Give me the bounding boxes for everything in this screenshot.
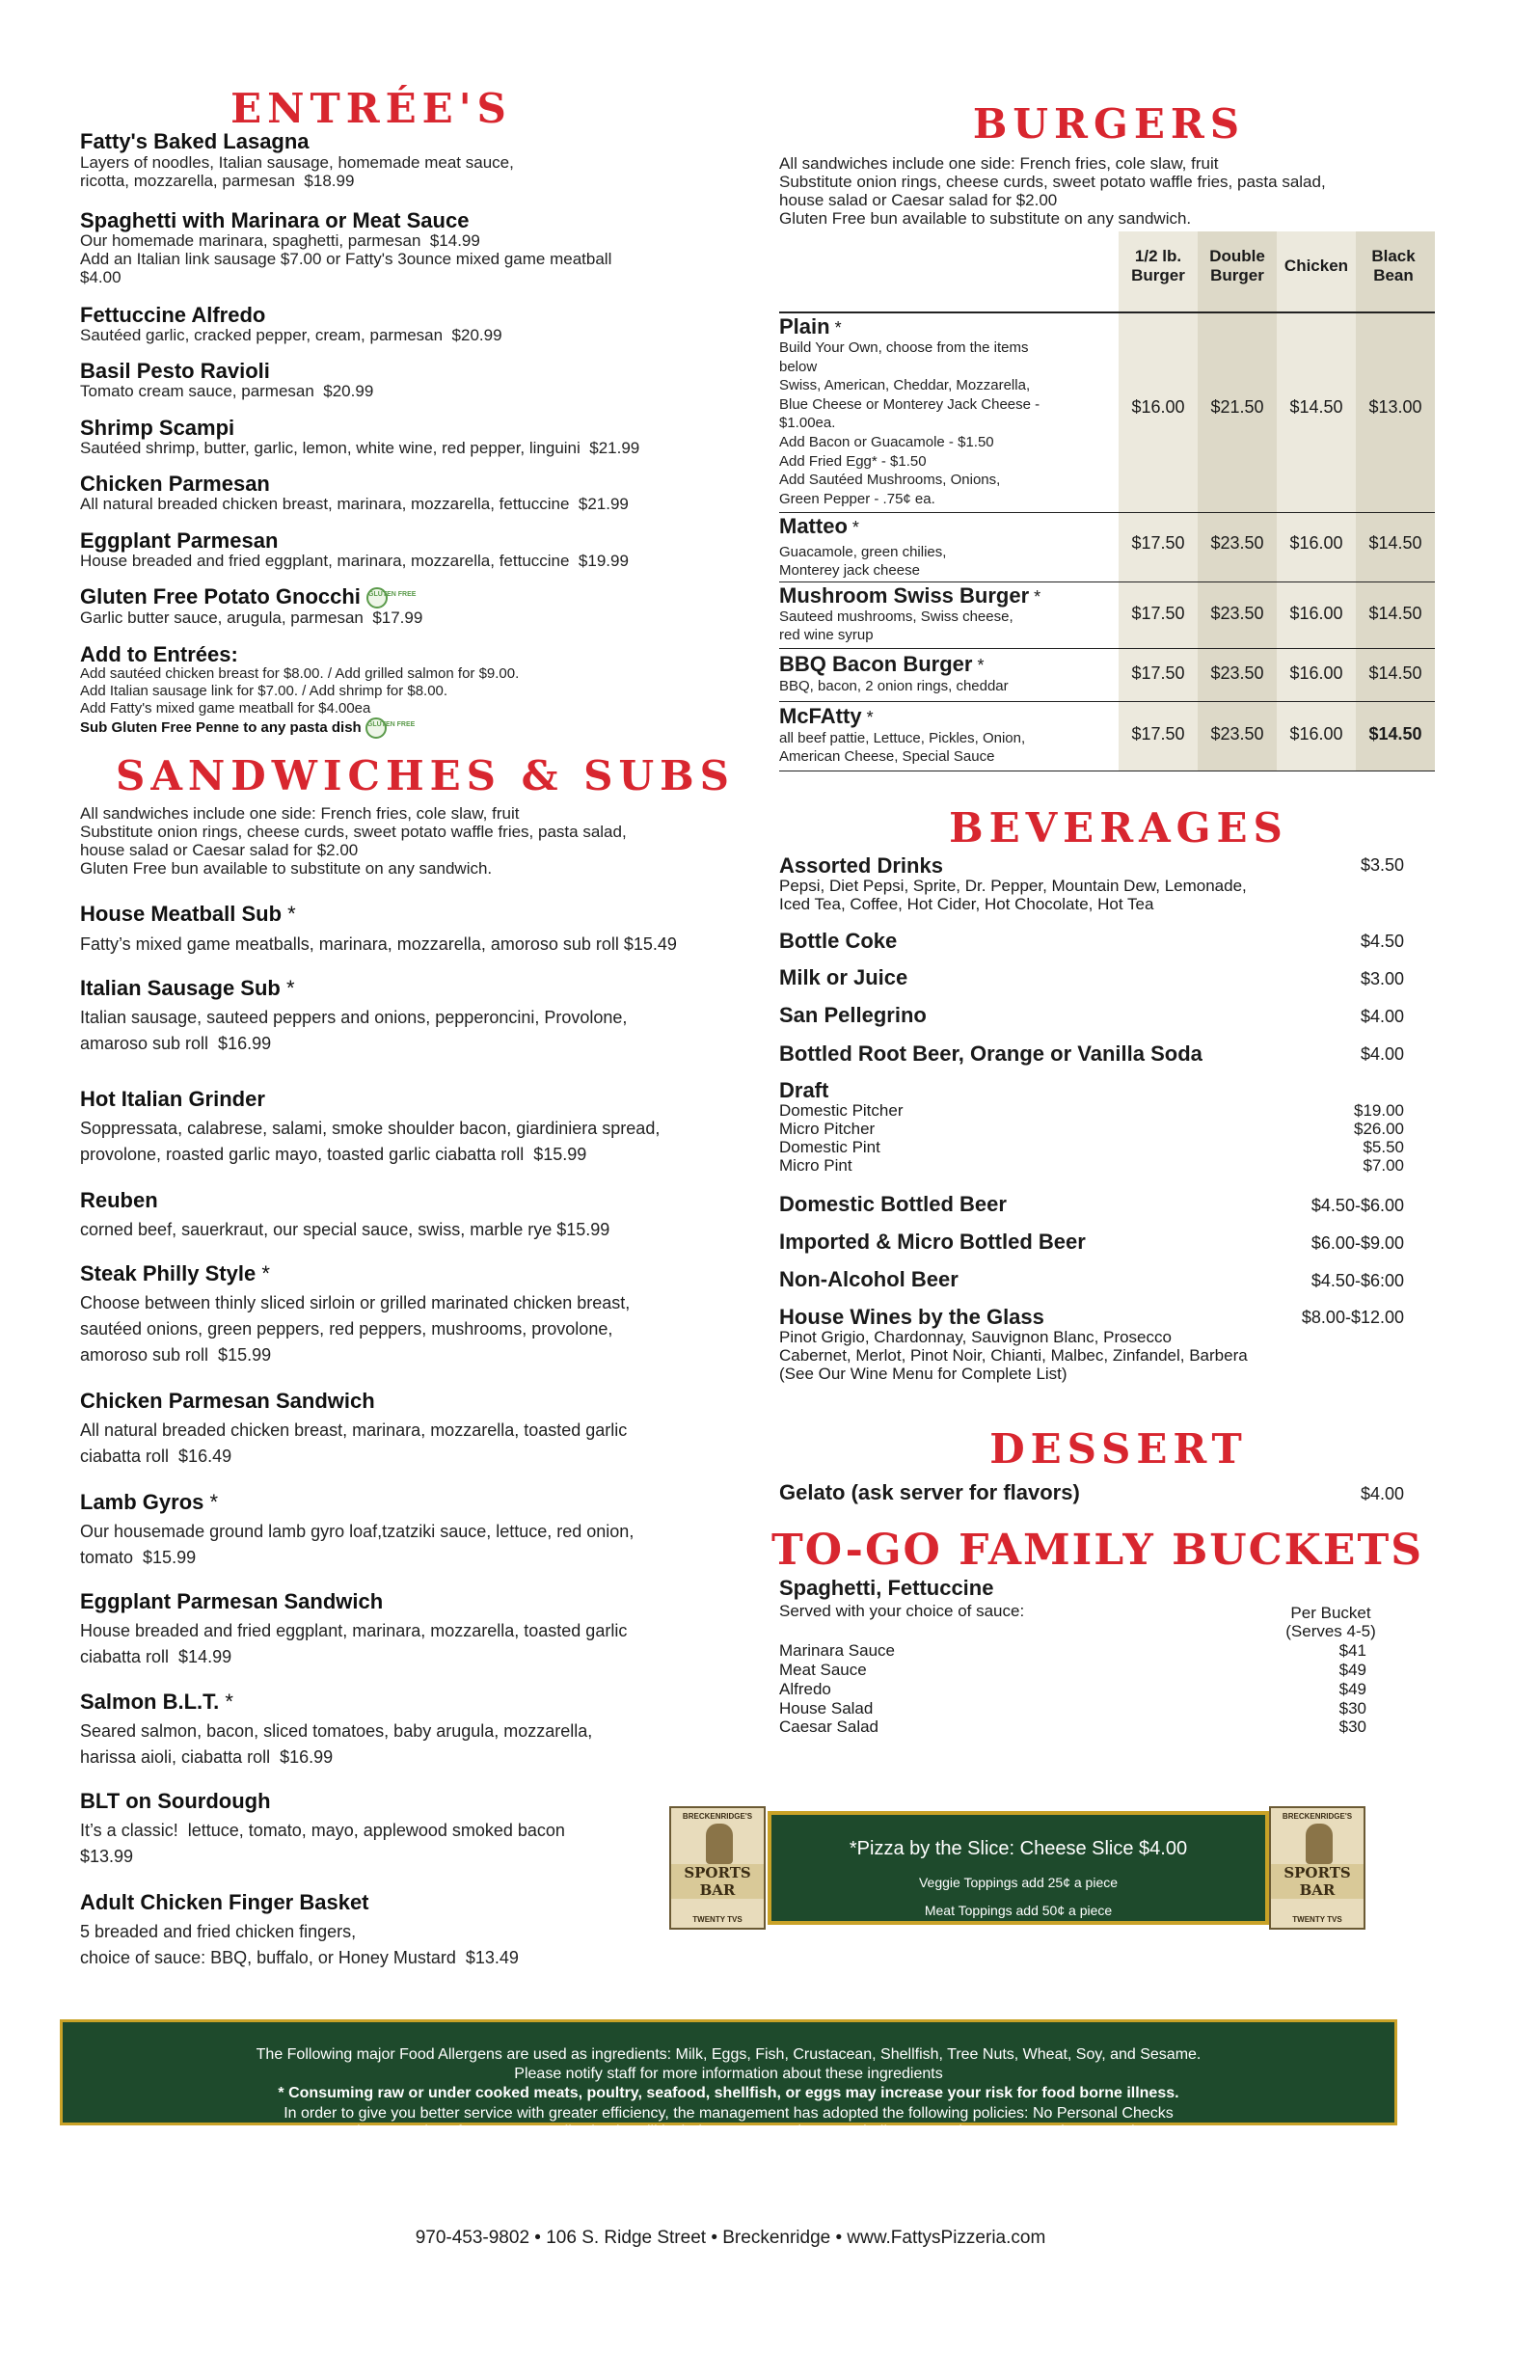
togo-sauce: Marinara Sauce: [779, 1641, 896, 1660]
burger-price: $17.50: [1131, 724, 1185, 744]
togo-price: $30: [1338, 1717, 1366, 1736]
beverage-price: $3.50: [1360, 855, 1404, 875]
sports-bar-logo-left: [669, 1806, 766, 1930]
burger-desc: Guacamole, green chilies, Monterey jack cheese: [779, 544, 947, 579]
togo-per-bucket: Per Bucket (Serves 4-5): [1285, 1604, 1376, 1640]
gluten-free-icon: GLUTEN FREE: [366, 587, 388, 609]
togo-price: $49: [1338, 1680, 1366, 1698]
burger-price: $16.00: [1289, 604, 1343, 623]
raw-warning-star: *: [829, 318, 842, 338]
raw-warning-star: *: [972, 656, 985, 675]
draft-line: Domestic Pint: [779, 1138, 880, 1156]
raw-warning-star: *: [282, 902, 296, 926]
dessert-title: DESSERT: [989, 1425, 1248, 1473]
allergen-line: Please notify staff for more information about these ingredients: [514, 2066, 943, 2082]
col-header-chicken: Chicken: [1283, 257, 1349, 275]
sandwich-desc: corned beef, sauerkraut, our special sauce, swiss, marble rye $15.99: [80, 1220, 610, 1239]
burger-name-text: McFAtty: [779, 704, 862, 728]
togo-sauce: Meat Sauce: [779, 1661, 867, 1679]
beverage-desc: Pinot Grigio, Chardonnay, Sauvignon Blanc, Prosecco Cabernet, Merlot, Pinot Noir, Chianti, Malbec, Zinfandel, Barbera (See Our Wine Menu for Complete List): [779, 1328, 1248, 1383]
table-divider: [779, 311, 1435, 313]
sandwich-name-text: Salmon B.L.T.: [80, 1690, 220, 1714]
burger-price: $16.00: [1289, 533, 1343, 553]
togo-price: $49: [1338, 1661, 1366, 1679]
footer-contact: 970-453-9802 • 106 S. Ridge Street • Breckenridge • www.FattysPizzeria.com: [415, 2228, 1046, 2248]
burger-desc: Build Your Own, choose from the items below Swiss, American, Cheddar, Mozzarella, Blue Cheese or Monterey Jack Cheese - $1.00ea. Add Bacon or Guacamole - $1.50 Add Fried Egg* - $1.50 Add Sautéed Mushrooms, Onions, Green Pepper - .75¢ ea.: [779, 339, 1040, 507]
sandwich-name: [80, 1490, 218, 1515]
draft-price: $19.00: [1354, 1101, 1404, 1120]
sandwich-name: [80, 1261, 270, 1286]
sandwich-name-text: Adult Chicken Finger Basket: [80, 1890, 369, 1914]
beverage-price: $4.00: [1360, 1044, 1404, 1064]
pizza-main: *Pizza by the Slice: Cheese Slice $4.00: [849, 1838, 1188, 1859]
sandwich-name: [80, 1087, 265, 1112]
burger-price: $17.50: [1131, 604, 1185, 623]
burger-price: $16.00: [1131, 397, 1185, 417]
beverage-price: $8.00-$12.00: [1301, 1308, 1404, 1327]
burger-desc: all beef pattie, Lettuce, Pickles, Onion, American Cheese, Special Sauce: [779, 730, 1026, 765]
pizza-meat: Meat Toppings add 50¢ a piece: [924, 1903, 1113, 1918]
raw-warning-star: *: [203, 1490, 219, 1514]
sandwich-name: [80, 1890, 369, 1915]
togo-price: $41: [1338, 1641, 1366, 1660]
beverage-name: Milk or Juice: [779, 965, 908, 989]
sub-gluten-free: [80, 717, 416, 739]
burger-price: $23.50: [1210, 604, 1264, 623]
draft-line: Micro Pint: [779, 1156, 852, 1175]
sandwich-name: [80, 1789, 271, 1814]
dessert-price: $4.00: [1360, 1484, 1404, 1503]
beverages-title: BEVERAGES: [949, 804, 1288, 852]
entree-name: Shrimp Scampi: [80, 416, 235, 440]
togo-served: Served with your choice of sauce:: [779, 1602, 1025, 1620]
draft-line: Micro Pitcher: [779, 1120, 876, 1138]
beverage-price: $3.00: [1360, 969, 1404, 988]
entrees-title: ENTRÉE'S: [230, 85, 512, 132]
draft-price: $26.00: [1354, 1120, 1404, 1138]
draft-price: $7.00: [1363, 1156, 1404, 1175]
pizza-veggie: Veggie Toppings add 25¢ a piece: [918, 1875, 1119, 1890]
raw-warning-star: *: [861, 708, 874, 727]
allergen-line: • 20% gratuity on parties of 6 or more • Split Checks will include a 20% gratuity • We gladly accept Visa, Mastercard, Amex, Discover: [277, 2123, 1180, 2140]
col-header-black-bean: Black Bean: [1371, 247, 1416, 284]
beverage-name: Bottle Coke: [779, 929, 898, 953]
raw-warning-star: *: [280, 976, 295, 1000]
table-divider: [779, 581, 1435, 582]
sandwich-name-text: Eggplant Parmesan Sandwich: [80, 1589, 384, 1613]
table-divider: [779, 512, 1435, 513]
beverage-name: Non-Alcohol Beer: [779, 1267, 959, 1291]
beverage-name: Assorted Drinks: [779, 853, 943, 878]
burgers-intro: All sandwiches include one side: French fries, cole slaw, fruit Substitute onion rings, cheese curds, sweet potato waffle fries, pasta salad, house salad or Caesar salad for $2.00 Gluten Free bun available to substitute on any sandwich.: [779, 154, 1326, 228]
allergen-line: In order to give you better service with greater efficiency, the management has adopted the following policies: No Personal Checks: [284, 2105, 1174, 2122]
burger-name: [779, 704, 874, 729]
entree-desc: All natural breaded chicken breast, marinara, mozzarella, fettuccine $21.99: [80, 495, 629, 513]
logo-text: SPORTS BAR: [671, 1864, 764, 1899]
entree-desc: Sautéed garlic, cracked pepper, cream, parmesan $20.99: [80, 326, 502, 344]
togo-sauce: Alfredo: [779, 1680, 831, 1698]
sandwich-desc: Italian sausage, sauteed peppers and onions, pepperoncini, Provolone, amaroso sub roll $16.99: [80, 1008, 628, 1053]
sandwich-name-text: BLT on Sourdough: [80, 1789, 271, 1813]
entree-desc: House breaded and fried eggplant, marinara, mozzarella, fettuccine $19.99: [80, 552, 629, 570]
add-to-entrees-title: Add to Entrées:: [80, 642, 238, 666]
entree-desc: Garlic butter sauce, arugula, parmesan $17.99: [80, 609, 423, 627]
beverage-price: $4.50-$6:00: [1310, 1271, 1404, 1290]
beverage-name: Imported & Micro Bottled Beer: [779, 1230, 1086, 1254]
entree-desc: Tomato cream sauce, parmesan $20.99: [80, 382, 374, 400]
col-header-double: Double Burger: [1209, 247, 1265, 284]
entree-name: Spaghetti with Marinara or Meat Sauce: [80, 208, 470, 232]
beverage-name: House Wines by the Glass: [779, 1305, 1044, 1329]
beverage-desc: Pepsi, Diet Pepsi, Sprite, Dr. Pepper, Mountain Dew, Lemonade, Iced Tea, Coffee, Hot Cider, Hot Chocolate, Hot Tea: [779, 877, 1247, 913]
sandwich-name-text: Italian Sausage Sub: [80, 976, 281, 1000]
sandwich-desc: All natural breaded chicken breast, marinara, mozzarella, toasted garlic ciabatta roll $16.49: [80, 1420, 628, 1466]
table-divider: [779, 648, 1435, 649]
logo-text: TWENTY TVS: [1292, 1915, 1342, 1924]
burger-name-text: Matteo: [779, 514, 848, 538]
raw-warning-star: *: [847, 518, 859, 537]
burger-price: $21.50: [1210, 397, 1264, 417]
burger-name-text: Plain: [779, 314, 830, 338]
raw-warning-star: *: [256, 1261, 270, 1285]
sandwich-name-text: Lamb Gyros: [80, 1490, 204, 1514]
burger-price: $16.00: [1289, 663, 1343, 683]
logo-text: TWENTY TVS: [692, 1915, 743, 1924]
burger-name: [779, 583, 1040, 609]
burger-price: $16.00: [1289, 724, 1343, 744]
burger-price: $13.00: [1368, 397, 1422, 417]
burger-price: $14.50: [1368, 724, 1422, 744]
entree-name: Fettuccine Alfredo: [80, 303, 266, 327]
sandwich-desc: It’s a classic! lettuce, tomato, mayo, applewood smoked bacon $13.99: [80, 1821, 565, 1866]
add-to-entrees-lines: Add sautéed chicken breast for $8.00. / Add grilled salmon for $9.00. Add Italian sausage link for $7.00. / Add shrimp for $8.00. Add Fatty's mixed game meatball for $4.00ea: [80, 665, 520, 717]
togo-price: $30: [1338, 1699, 1366, 1717]
sandwich-name-text: Steak Philly Style: [80, 1261, 257, 1285]
entree-name: Fatty's Baked Lasagna: [80, 129, 310, 153]
beverage-price: $4.50-$6.00: [1310, 1196, 1404, 1215]
burger-name: [779, 314, 842, 339]
sandwich-desc: Seared salmon, bacon, sliced tomatoes, baby arugula, mozzarella, harissa aioli, ciabatta roll $16.99: [80, 1721, 593, 1767]
entree-desc: Layers of noodles, Italian sausage, homemade meat sauce, ricotta, mozzarella, parmesan $18.99: [80, 153, 514, 190]
logo-text: BRECKENRIDGE'S: [1282, 1812, 1353, 1821]
entree-desc: Sautéed shrimp, butter, garlic, lemon, white wine, red pepper, linguini $21.99: [80, 439, 640, 457]
sandwich-desc: Fatty’s mixed game meatballs, marinara, mozzarella, amoroso sub roll $15.49: [80, 934, 677, 954]
beverage-price: $6.00-$9.00: [1310, 1233, 1404, 1253]
baseball-player-icon: [1306, 1824, 1333, 1864]
sandwich-desc: House breaded and fried eggplant, marinara, mozzarella, toasted garlic ciabatta roll $14.99: [80, 1621, 628, 1666]
togo-title: TO-GO FAMILY BUCKETS: [771, 1526, 1423, 1575]
burger-desc: BBQ, bacon, 2 onion rings, cheddar: [779, 678, 1009, 694]
beverage-name: Domestic Bottled Beer: [779, 1192, 1007, 1216]
burger-price: $17.50: [1131, 533, 1185, 553]
draft-title: Draft: [779, 1078, 829, 1102]
draft-line: Domestic Pitcher: [779, 1101, 904, 1120]
burger-name-text: Mushroom Swiss Burger: [779, 583, 1030, 608]
entree-name: Basil Pesto Ravioli: [80, 359, 270, 383]
burger-price: $14.50: [1368, 663, 1422, 683]
sandwich-name: [80, 1389, 375, 1414]
sandwich-name-text: House Meatball Sub: [80, 902, 283, 926]
beverage-price: $4.00: [1360, 1007, 1404, 1026]
sandwiches-title: SANDWICHES & SUBS: [116, 752, 735, 799]
burgers-title: BURGERS: [972, 100, 1246, 148]
sandwich-name: [80, 976, 295, 1001]
dessert-name: Gelato (ask server for flavors): [779, 1480, 1080, 1504]
entree-name: [80, 584, 417, 609]
sandwich-name-text: Chicken Parmesan Sandwich: [80, 1389, 375, 1413]
burger-name: [779, 652, 985, 677]
sandwich-desc: Soppressata, calabrese, salami, smoke shoulder bacon, giardiniera spread, provolone, roasted garlic mayo, toasted garlic ciabatta roll $15.99: [80, 1119, 661, 1164]
sandwich-name-text: Reuben: [80, 1188, 158, 1212]
allergen-line: The Following major Food Allergens are used as ingredients: Milk, Eggs, Fish, Crustacean, Shellfish, Tree Nuts, Wheat, Soy, and Sesame.: [256, 2046, 1202, 2063]
beverage-name: San Pellegrino: [779, 1003, 927, 1027]
burger-price: $14.50: [1289, 397, 1343, 417]
burger-price: $23.50: [1210, 724, 1264, 744]
gluten-free-icon: GLUTEN FREE: [365, 717, 387, 739]
sandwich-name: [80, 902, 296, 927]
raw-warning-star: *: [219, 1690, 233, 1714]
burger-name: [779, 514, 859, 539]
sandwiches-intro: All sandwiches include one side: French fries, cole slaw, fruit Substitute onion rings, cheese curds, sweet potato waffle fries, pasta salad, house salad or Caesar salad for $2.00 Gluten Free bun available to substitute on any sandwich.: [80, 804, 627, 878]
beverage-price: $4.50: [1360, 932, 1404, 951]
beverage-name: Bottled Root Beer, Orange or Vanilla Soda: [779, 1041, 1202, 1066]
sandwich-desc: Our housemade ground lamb gyro loaf,tzatziki sauce, lettuce, red onion, tomato $15.99: [80, 1522, 635, 1567]
sandwich-name: [80, 1188, 158, 1213]
draft-price: $5.50: [1363, 1138, 1404, 1156]
entree-name-text: Gluten Free Potato Gnocchi: [80, 584, 361, 609]
sandwich-desc: 5 breaded and fried chicken fingers, choice of sauce: BBQ, buffalo, or Honey Mustard $13.49: [80, 1922, 519, 1967]
togo-sauce: House Salad: [779, 1699, 874, 1717]
logo-text: BRECKENRIDGE'S: [682, 1812, 753, 1821]
sports-bar-logo-right: [1269, 1806, 1365, 1930]
entree-name: Eggplant Parmesan: [80, 528, 279, 553]
col-header-half-lb: 1/2 lb. Burger: [1131, 247, 1185, 284]
sandwich-name: [80, 1690, 233, 1715]
burger-price: $14.50: [1368, 533, 1422, 553]
allergen-line: * Consuming raw or under cooked meats, poultry, seafood, shellfish, or eggs may increase your risk for food borne illness.: [278, 2085, 1179, 2101]
burger-price: $23.50: [1210, 663, 1264, 683]
table-divider: [779, 701, 1435, 702]
burger-price: $17.50: [1131, 663, 1185, 683]
burger-price: $14.50: [1368, 604, 1422, 623]
burger-name-text: BBQ Bacon Burger: [779, 652, 973, 676]
sub-gluten-free-text: Sub Gluten Free Penne to any pasta dish: [80, 718, 362, 736]
togo-sauce: Caesar Salad: [779, 1717, 879, 1736]
sandwich-name: [80, 1589, 383, 1614]
burger-price: $23.50: [1210, 533, 1264, 553]
logo-text: SPORTS BAR: [1271, 1864, 1364, 1899]
raw-warning-star: *: [1029, 587, 1041, 607]
baseball-player-icon: [706, 1824, 733, 1864]
sandwich-desc: Choose between thinly sliced sirloin or grilled marinated chicken breast, sautéed onions, green peppers, red peppers, mushrooms, provolone, amoroso sub roll $15.99: [80, 1293, 631, 1365]
sandwich-name-text: Hot Italian Grinder: [80, 1087, 265, 1111]
burger-desc: Sauteed mushrooms, Swiss cheese, red wine syrup: [779, 609, 1013, 643]
entree-desc: Our homemade marinara, spaghetti, parmesan $14.99 Add an Italian link sausage $7.00 or Fatty's 3ounce mixed game meatball $4.00: [80, 231, 612, 286]
togo-name: Spaghetti, Fettuccine: [779, 1576, 994, 1600]
entree-name: Chicken Parmesan: [80, 472, 270, 496]
